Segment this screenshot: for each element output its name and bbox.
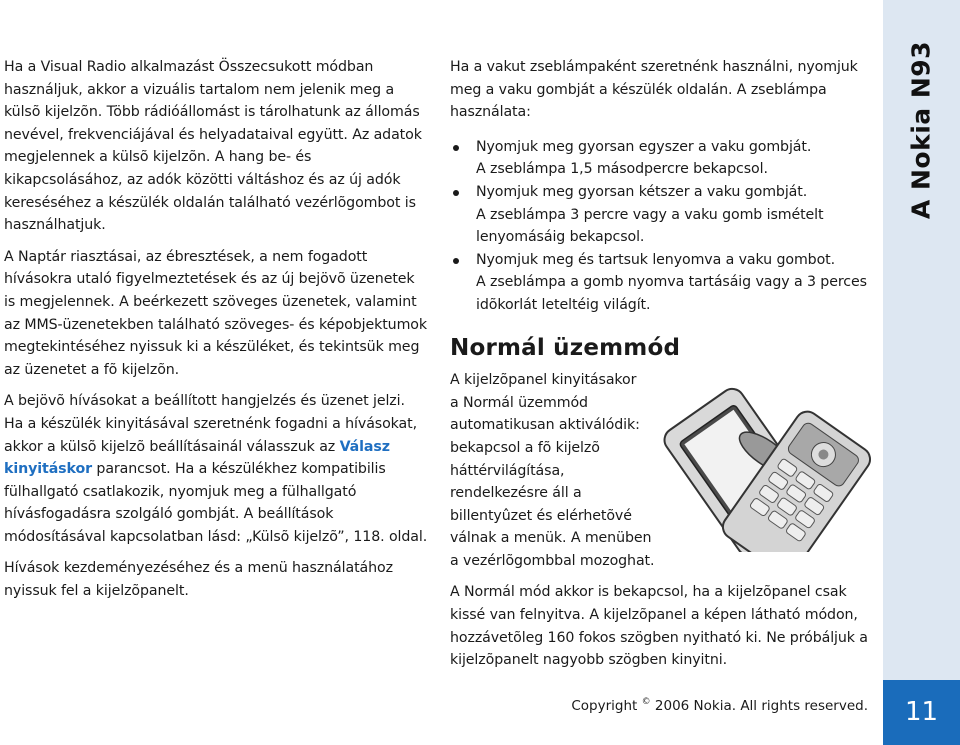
copyright-footer [571,697,868,714]
answer-on-open-option: Válasz kinyitáskor [4,438,390,478]
copyright-label: Copyright [571,698,638,714]
paragraph-visual-radio: Ha a Visual Radio alkalmazást Összecsukott módban használjuk, akkor a vizuális tartalom nem jelenik meg a külsõ kijelzõn. Több rádióállomást is tárolhatunk az állomás nevével, frekvenciájával és helyadataival együtt. Az adatok megjelennek a külsõ kijelzõn. A hang be- és kikapcsolásához, az adók közötti váltáshoz és az új adók kereséséhez a készülék oldalán található vezérlõgombot is használhatjuk. [4,59,422,234]
paragraph-normal-mode-angle: A Normál mód akkor is bekapcsol, ha a kijelzõpanel csak kissé van felnyitva. A kijelzõpanel a képen látható módon, hozzávetõleg 160 fokos szögben nyitható ki. Ne próbáljuk a kijelzõpanelt nagyobb szögben kinyitni. [450,584,868,669]
text-line: a Normál üzemmód [450,394,588,411]
paragraph-incoming-calls [4,390,428,548]
text-line: válnak a menük. A menüben [450,530,652,547]
text-line: rendelkezésre áll a [450,485,582,502]
bullet-detail-text: A zseblámpa a gomb nyomva tartásáig vagy a 3 perces idõkorlát leteltéig világít. [476,274,867,313]
bullet-main-text: Nyomjuk meg gyorsan kétszer a vaku gombját. [476,183,808,200]
list-item [450,136,870,181]
text-line: billentyûzet és elérhetõvé [450,507,632,524]
chapter-sidebar [883,0,960,745]
left-column [4,56,428,612]
paragraph-open-panel: Hívások kezdeményezéséhez és a menü használatához nyissuk fel a kijelzõpanelt. [4,560,393,600]
bullet-icon [453,145,459,151]
text-line: a vezérlõgombbal mozoghat. [450,552,655,569]
bullet-main-text: Nyomjuk meg gyorsan egyszer a vaku gombját. [476,138,812,155]
page-number-box [883,680,960,745]
flashlight-list [450,136,870,317]
copyright-text: 2006 Nokia. All rights reserved. [654,698,868,714]
incoming-calls-text-2: parancsot. Ha a készülékhez kompatibilis fülhallgató csatlakozik, nyomjuk meg a fülhallgató hívásfogadásra szolgáló gombját. A beállítások módosításával kapcsolatban lásd: „Külsõ kijelzõ”, 118. oldal. [4,461,428,545]
copyright-symbol: © [641,697,651,707]
text-line: háttérvilágítása, [450,462,565,479]
paragraph-flashlight-intro: Ha a vakut zseblámpaként szeretnénk használni, nyomjuk meg a vaku gombját a készülék oldalán. A zseblámpa használata: [450,59,858,121]
text-line: automatikusan aktiválódik: [450,417,640,434]
chapter-title: A Nokia N93 [906,40,936,220]
text-line: bekapcsol a fõ kijelzõ [450,439,600,456]
bullet-detail-text: A zseblámpa 1,5 másodpercre bekapcsol. [476,161,768,178]
bullet-detail-text: A zseblámpa 3 percre vagy a vaku gomb ismételt lenyomásáig bekapcsol. [476,206,824,246]
paragraph-notifications: A Naptár riasztásai, az ébresztések, a nem fogadott hívásokra utaló figyelmeztetések és az új bejövõ üzenetek is megjelennek. A beérkezett szöveges üzenetek, valamint az MMS-üzenetekben található szöveges- és képobjektumok megtekintéséhez nyissuk ki a készüléket, és tekintsük meg az üzenetet a fõ kijelzõn. [4,248,427,378]
phone-illustration [660,302,880,552]
list-item [450,181,870,249]
incoming-calls-text-1: A bejövõ hívásokat a beállított hangjelzés és üzenet jelzi. Ha a készülék kinyitásával szeretnénk fogadni a hívásokat, akkor a külsõ kijelzõ beállításainál válasszuk az [4,393,417,455]
phone-image [660,302,880,552]
page-number: 11 [904,697,939,727]
bullet-icon [453,258,459,264]
section-heading: Normál üzemmód [450,334,681,361]
text-line: A kijelzõpanel kinyitásakor [450,372,637,389]
bullet-icon [453,190,459,196]
bullet-main-text: Nyomjuk meg és tartsuk lenyomva a vaku gombot. [476,251,836,268]
